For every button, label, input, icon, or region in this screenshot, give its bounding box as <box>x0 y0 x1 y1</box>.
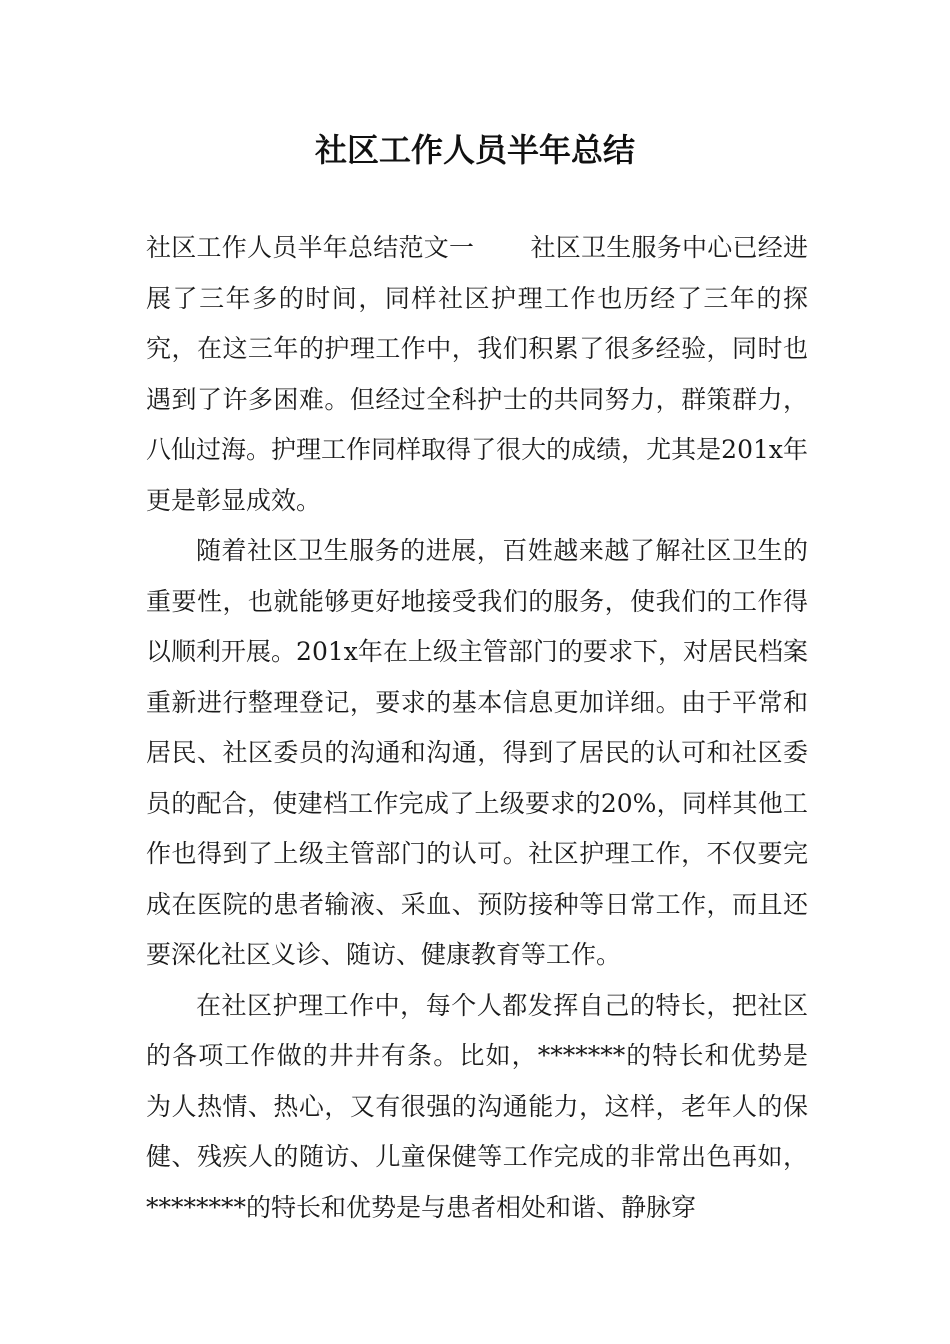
paragraph-1 <box>146 223 808 526</box>
paragraph-1-lead: 社区工作人员半年总结范文一 <box>146 233 475 262</box>
paragraph-3: 在社区护理工作中，每个人都发挥自己的特长，把社区的各项工作做的井井有条。比如，*******的特长和优势是为人热情、热心，又有很强的沟通能力，这样，老年人的保健、残疾人的随访、儿童保健等工作完成的非常出色再如，********的特长和优势是与患者相处和谐、静脉穿 <box>146 990 808 1222</box>
paragraph-2: 随着社区卫生服务的进展，百姓越来越了解社区卫生的重要性，也就能够更好地接受我们的服务，使我们的工作得以顺利开展。201x年在上级主管部门的要求下，对居民档案重新进行整理登记，要求的基本信息更加详细。由于平常和居民、社区委员的沟通和沟通，得到了居民的认可和社区委员的配合，使建档工作完成了上级要求的20%，同样其他工作也得到了上级主管部门的认可。社区护理工作，不仅要完成在医院的患者输液、采血、预防接种等日常工作，而且还要深化社区义诊、随访、健康教育等工作。 <box>146 536 808 969</box>
document-body <box>146 223 808 1233</box>
paragraph-1-text: 社区卫生服务中心已经进展了三年多的时间，同样社区护理工作也历经了三年的探究，在这三年的护理工作中，我们积累了很多经验，同时也遇到了许多困难。但经过全科护士的共同努力，群策群力，八仙过海。护理工作同样取得了很大的成绩，尤其是201x年更是彰显成效。 <box>146 233 808 515</box>
document-title: 社区工作人员半年总结 <box>314 131 635 169</box>
